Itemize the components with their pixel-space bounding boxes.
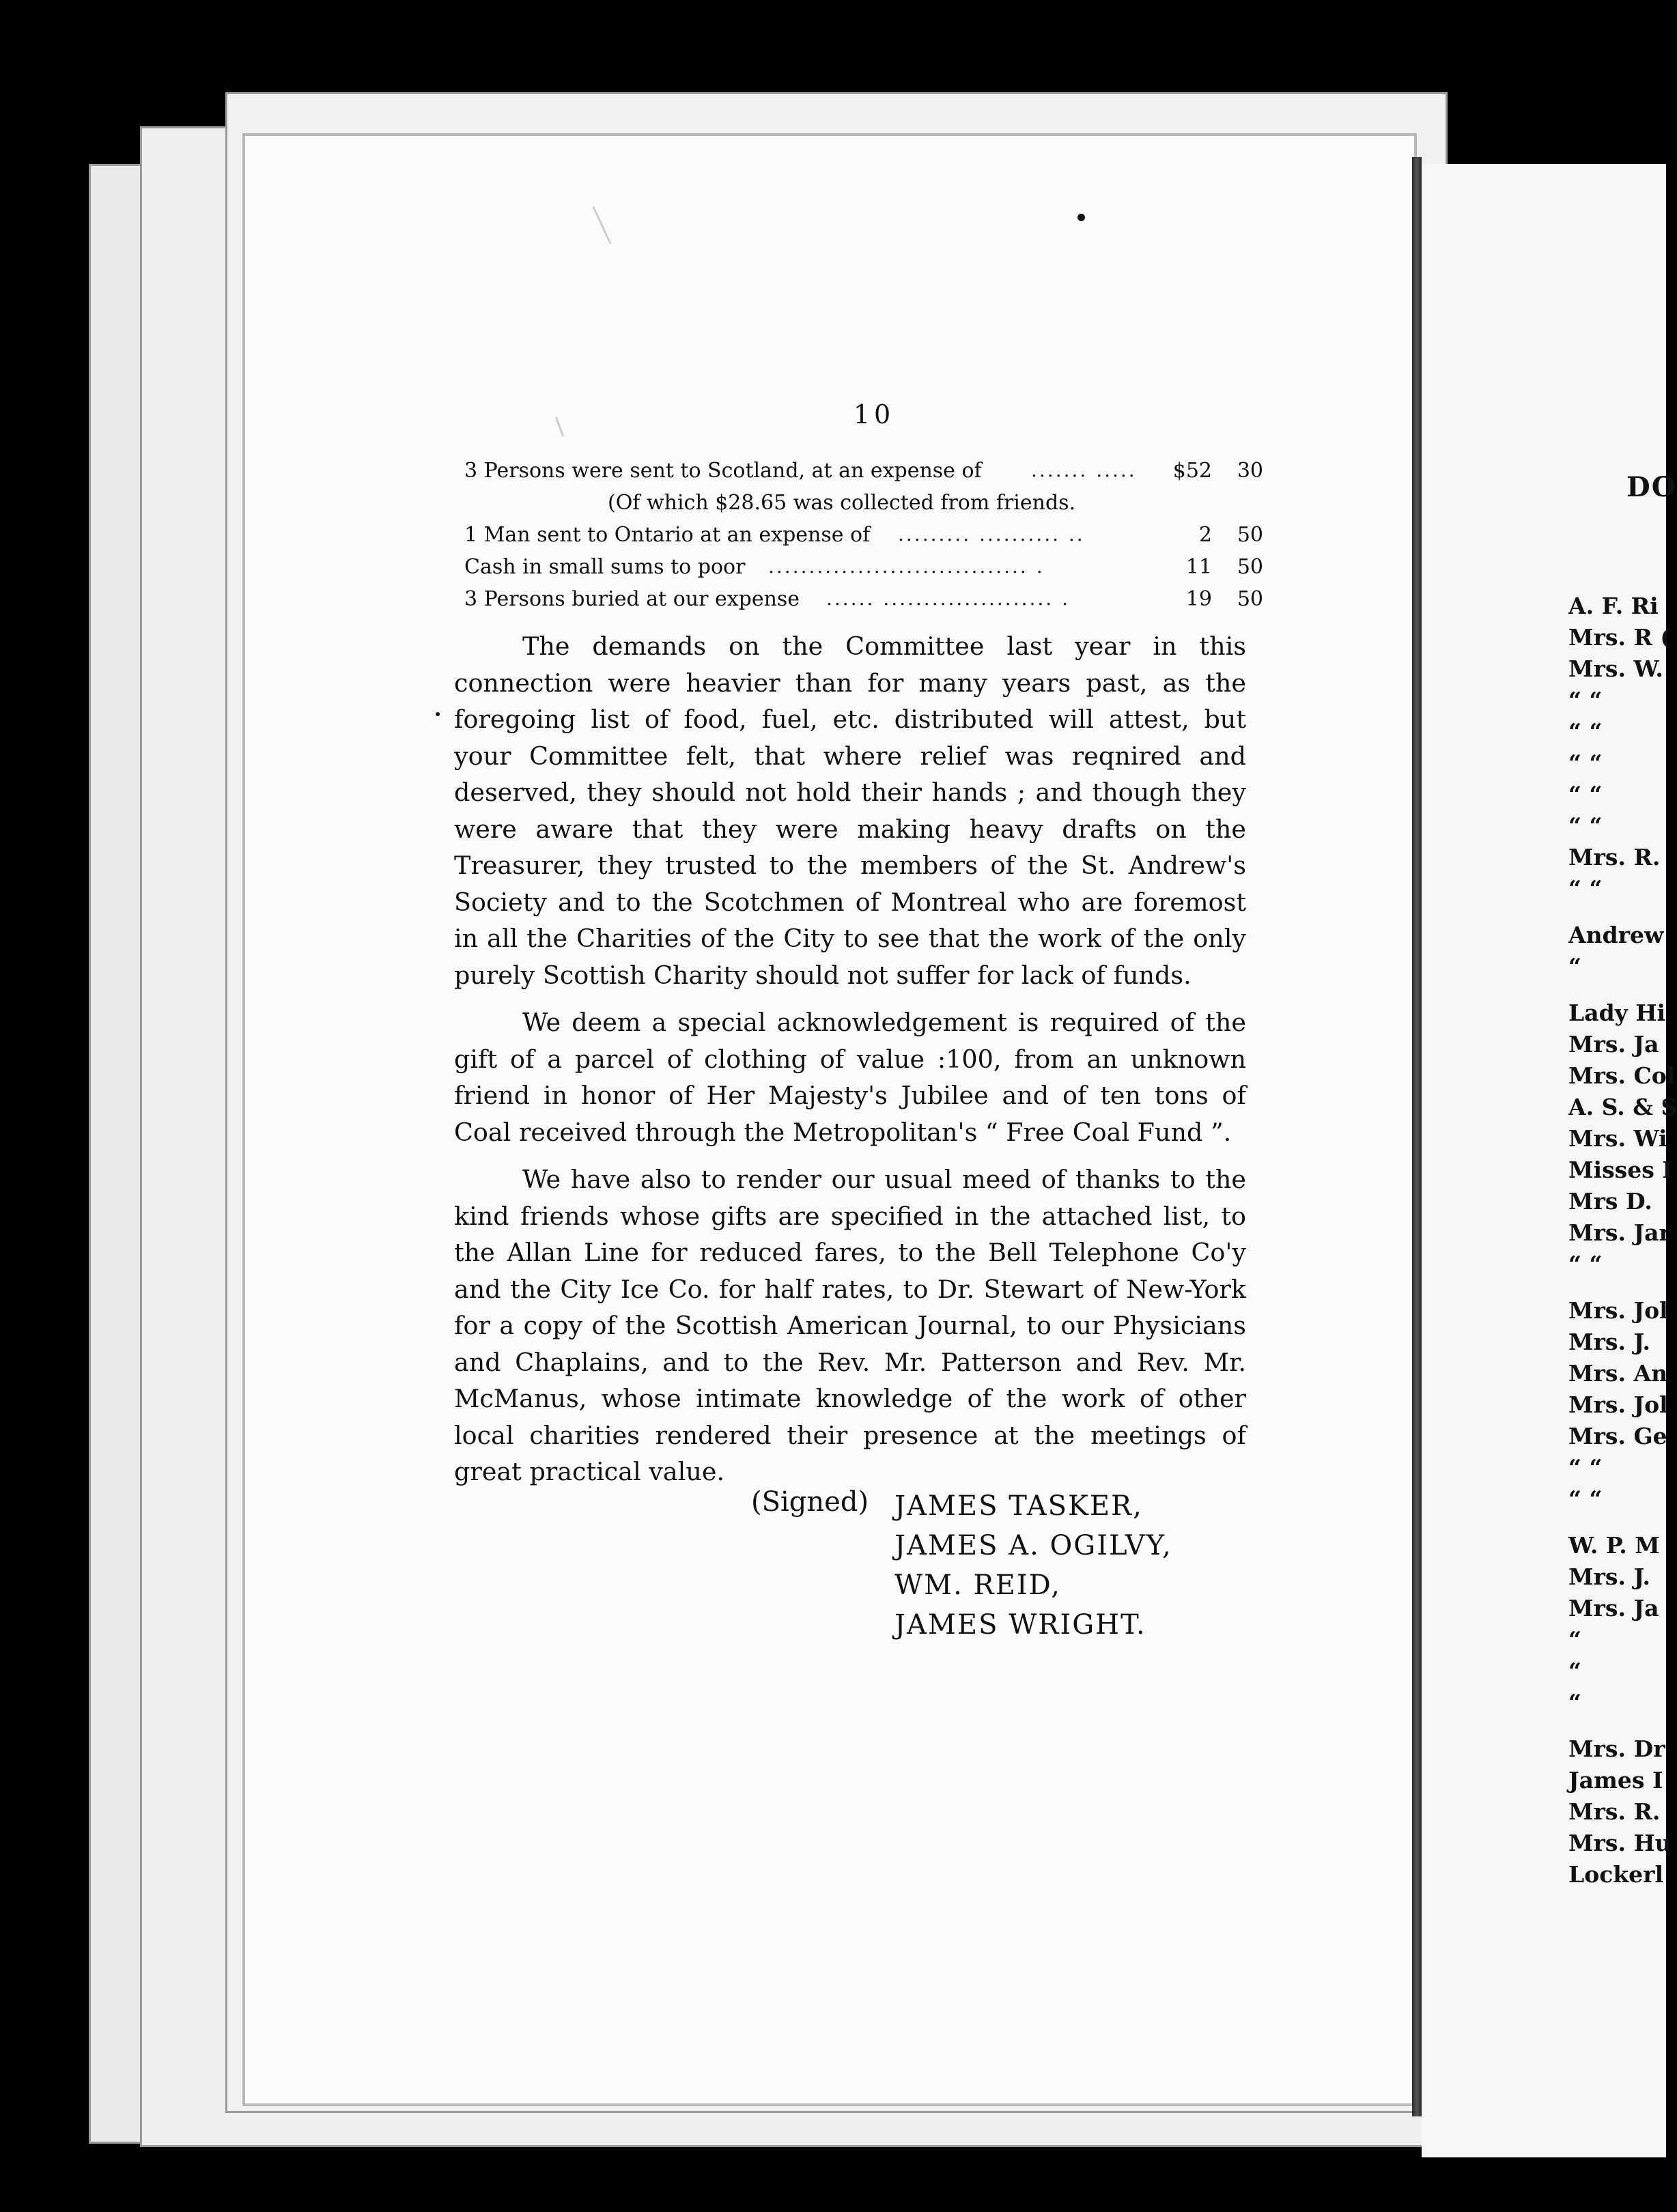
donor-entry: Mrs. J. — [1568, 1563, 1651, 1590]
donor-entry: “ — [1568, 1689, 1581, 1716]
donor-entry: Mrs. Ja — [1568, 1031, 1659, 1058]
signer-name: JAMES TASKER, — [894, 1490, 1143, 1522]
ledger-dollars: 2 — [1198, 523, 1212, 547]
donor-entry: W. P. M — [1568, 1532, 1660, 1559]
donor-entry: Mrs. Ge — [1568, 1423, 1667, 1449]
ledger-description: 3 Persons were sent to Scotland, at an expense of — [464, 459, 982, 483]
ledger-leader-dots: ................................ . — [768, 555, 1045, 578]
page-number: 10 — [853, 399, 895, 429]
donor-entry: Mrs D. — [1568, 1188, 1652, 1215]
donor-entry: Mrs. W. — [1568, 655, 1663, 682]
book-gutter — [1412, 157, 1422, 2116]
donor-entry: Mrs. R. — [1568, 1798, 1661, 1825]
ledger-cents: 50 — [1237, 587, 1263, 611]
ledger-description: Cash in small sums to poor — [464, 555, 746, 579]
donor-entry: “ “ — [1568, 718, 1603, 745]
ledger-description: 3 Persons buried at our expense — [464, 587, 800, 611]
signer-name: WM. REID, — [894, 1570, 1061, 1601]
paragraph-special-acknowledgement: We deem a special acknowledgement is required of the gift of a parcel of clothing of value :100, from an unknown friend in honor of Her Majesty's Jubilee and of ten tons of Coal received through the Metropolitan's “ Free Coal Fund ”. — [454, 1008, 1246, 1147]
donor-entry: Mrs. Hu — [1568, 1830, 1672, 1856]
donor-entry: “ “ — [1568, 875, 1603, 902]
donor-entry: Mrs. J. — [1568, 1329, 1651, 1355]
donor-entry: “ — [1568, 1658, 1581, 1684]
ledger-row — [464, 523, 1263, 555]
ledger-description: 1 Man sent to Ontario at an expense of — [464, 523, 871, 547]
donor-entry: A. S. & S — [1568, 1094, 1677, 1120]
expense-ledger — [464, 459, 1263, 619]
facing-page — [1422, 164, 1677, 2157]
donor-entry: “ “ — [1568, 750, 1603, 776]
ink-speck — [436, 712, 440, 716]
ledger-leader-dots: ....... ..... — [1031, 459, 1137, 481]
ledger-dollars: 19 — [1185, 587, 1212, 611]
donor-entry: Mrs. R ( — [1568, 624, 1671, 651]
ledger-cents: 50 — [1237, 555, 1263, 579]
ledger-note: (Of which $28.65 was collected from friends. — [608, 491, 1076, 515]
donor-entry: “ “ — [1568, 812, 1603, 839]
donor-entry: Mrs. Col — [1568, 1062, 1676, 1089]
ledger-row — [464, 555, 1263, 587]
donor-entry: Mrs. Wi — [1568, 1125, 1667, 1152]
donor-entry: Misses I — [1568, 1157, 1673, 1183]
ledger-note-row — [464, 491, 1263, 523]
ledger-leader-dots: ......... .......... .. — [898, 523, 1085, 545]
ledger-dollars: $52 — [1172, 459, 1212, 483]
donor-entry: “ — [1568, 953, 1581, 980]
facing-page-title: DO — [1626, 471, 1677, 503]
paragraph-thanks: We have also to render our usual meed of thanks to the kind friends whose gifts are specified in the attached list, to the Allan Line for reduced fares, to the Bell Telephone Co'y and the City Ice Co. for half rates, to Dr. Stewart of New-York for a copy of the Scottish American Journal, to our Physicians and Chaplains, and to the Rev. Mr. Patterson and Rev. Mr. McManus, whose intimate knowledge of the work of other local charities rendered their presence at the meetings of great practical value. — [454, 1165, 1246, 1486]
signer-name: JAMES A. OGILVY, — [894, 1530, 1172, 1561]
donor-list — [1568, 591, 1677, 1890]
paragraph-committee-demands: The demands on the Committee last year in this connection were heavier than for many years past, as the foregoing list of food, fuel, etc. distributed will attest, but your Committee felt, that where relief was reqnired and deserved, they should not hold their hands ; and though they were aware that they were making heavy drafts on the Treasurer, they trusted to the members of the St. Andrew's Society and to the Scotchmen of Montreal who are foremost in all the Charities of the City to see that the work of the only purely Scottish Charity should not suffer for lack of funds. — [454, 632, 1246, 990]
donor-entry: Lockerl — [1568, 1861, 1664, 1888]
donor-entry: “ “ — [1568, 1454, 1603, 1481]
donor-entry: James I — [1568, 1767, 1663, 1793]
ledger-leader-dots: ...... ..................... . — [826, 587, 1071, 610]
donor-entry: “ “ — [1568, 687, 1603, 713]
donor-entry: Lady Hi — [1568, 999, 1666, 1026]
signed-label: (Signed) — [751, 1486, 869, 1518]
donor-entry: “ “ — [1568, 1251, 1603, 1277]
ledger-cents: 30 — [1237, 459, 1263, 483]
ledger-dollars: 11 — [1185, 555, 1212, 579]
donor-entry: A. F. Ri — [1568, 593, 1659, 619]
donor-entry: “ “ — [1568, 781, 1603, 808]
donor-entry: Mrs. R. — [1568, 844, 1661, 870]
signer-name: JAMES WRIGHT. — [894, 1609, 1146, 1641]
ledger-row — [464, 587, 1263, 619]
donor-entry: Mrs. Jol — [1568, 1391, 1668, 1418]
donor-entry: Andrew — [1568, 922, 1664, 948]
signer-list — [894, 1486, 1172, 1645]
donor-entry: Mrs. An — [1568, 1360, 1668, 1387]
ledger-row — [464, 459, 1263, 491]
donor-entry: “ — [1568, 1626, 1581, 1653]
ledger-cents: 50 — [1237, 523, 1263, 547]
donor-entry: Mrs. Jar — [1568, 1219, 1671, 1246]
report-body — [454, 628, 1246, 1501]
donor-entry: “ “ — [1568, 1486, 1603, 1512]
donor-entry: Mrs. Ja — [1568, 1595, 1659, 1621]
ink-speck — [1077, 214, 1085, 221]
donor-entry: Mrs. Dr — [1568, 1735, 1665, 1762]
donor-entry: Mrs. Jol — [1568, 1297, 1668, 1324]
